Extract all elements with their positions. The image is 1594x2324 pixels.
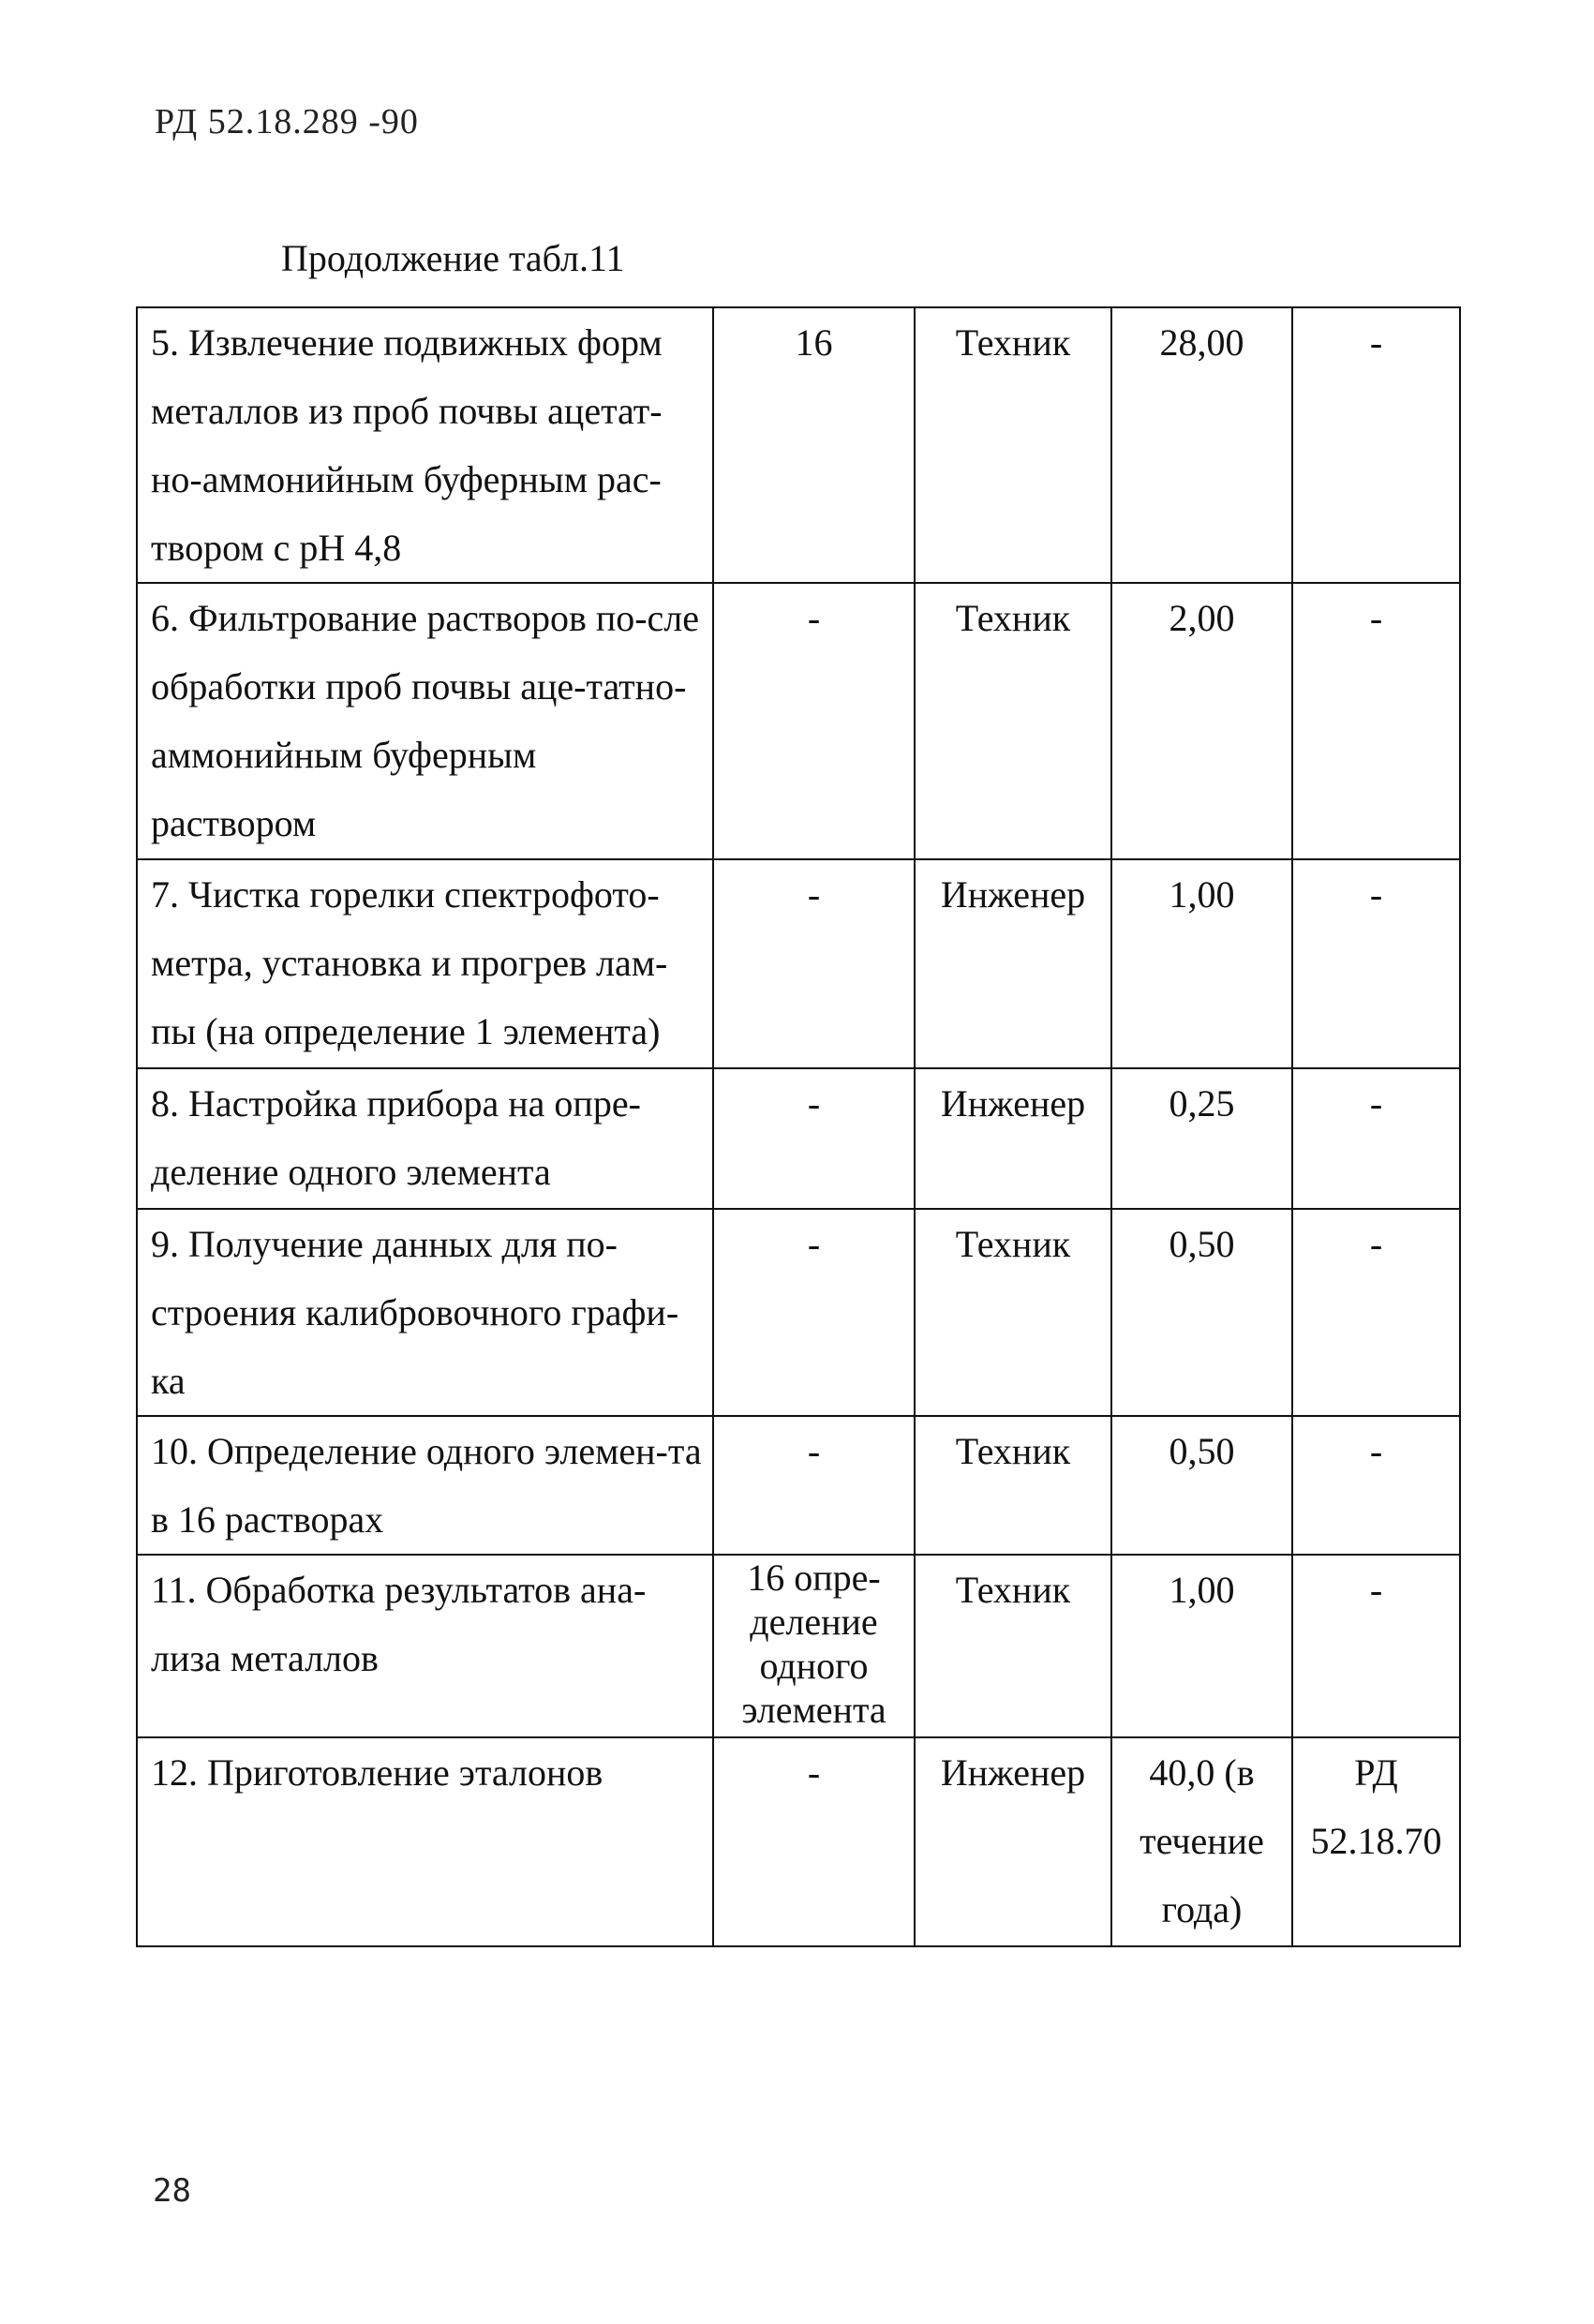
performer-cell: Техник — [915, 1416, 1111, 1555]
table-row — [137, 1737, 1460, 1946]
note-cell: - — [1292, 859, 1460, 1068]
table-row — [137, 859, 1460, 1068]
hours-cell: 1,00 — [1111, 1555, 1292, 1737]
hours-cell: 0,25 — [1111, 1068, 1292, 1209]
table-row — [137, 307, 1460, 583]
quantity-cell: - — [713, 1068, 915, 1209]
quantity-cell: - — [713, 583, 915, 859]
performer-cell: Техник — [915, 1555, 1111, 1737]
performer-cell: Инженер — [915, 1737, 1111, 1946]
performer-cell: Техник — [915, 1209, 1111, 1416]
quantity-cell: 16 опре-деление одного элемента — [713, 1555, 915, 1737]
quantity-cell: - — [713, 1416, 915, 1555]
hours-cell: 0,50 — [1111, 1209, 1292, 1416]
operation-cell: 12. Приготовление эталонов — [137, 1737, 713, 1946]
note-cell: - — [1292, 1068, 1460, 1209]
hours-cell: 40,0 (в течение года) — [1111, 1737, 1292, 1946]
operation-cell: 8. Настройка прибора на опре-деление одного элемента — [137, 1068, 713, 1209]
work-norms-table — [136, 306, 1461, 1947]
operation-cell: 7. Чистка горелки спектрофото-метра, установка и прогрев лам-пы (на определение 1 элемента) — [137, 859, 713, 1068]
performer-cell: Техник — [915, 583, 1111, 859]
operation-cell: 5. Извлечение подвижных форм металлов из проб почвы ацетат-но-аммонийным буферным рас-твором с рН 4,8 — [137, 307, 713, 583]
quantity-cell: - — [713, 859, 915, 1068]
table-row — [137, 1555, 1460, 1737]
note-cell: - — [1292, 307, 1460, 583]
hours-cell: 2,00 — [1111, 583, 1292, 859]
note-cell: - — [1292, 583, 1460, 859]
note-cell: РД 52.18.70 — [1292, 1737, 1460, 1946]
quantity-cell: - — [713, 1209, 915, 1416]
quantity-cell: - — [713, 1737, 915, 1946]
table-row — [137, 1209, 1460, 1416]
performer-cell: Техник — [915, 307, 1111, 583]
note-cell: - — [1292, 1209, 1460, 1416]
operation-cell: 9. Получение данных для по-строения калибровочного графи-ка — [137, 1209, 713, 1416]
hours-cell: 1,00 — [1111, 859, 1292, 1068]
table-row — [137, 1068, 1460, 1209]
operation-cell: 11. Обработка результатов ана-лиза металлов — [137, 1555, 713, 1737]
operation-cell: 10. Определение одного элемен-та в 16 растворах — [137, 1416, 713, 1555]
performer-cell: Инженер — [915, 859, 1111, 1068]
page-number: 28 — [153, 2172, 191, 2210]
performer-cell: Инженер — [915, 1068, 1111, 1209]
quantity-cell: 16 — [713, 307, 915, 583]
hours-cell: 28,00 — [1111, 307, 1292, 583]
document-code: РД 52.18.289 -90 — [155, 102, 419, 142]
note-cell: - — [1292, 1555, 1460, 1737]
operation-cell: 6. Фильтрование растворов по-сле обработки проб почвы аце-татно-аммонийным буферным раствором — [137, 583, 713, 859]
note-cell: - — [1292, 1416, 1460, 1555]
table-row — [137, 1416, 1460, 1555]
hours-cell: 0,50 — [1111, 1416, 1292, 1555]
table-continuation-caption: Продолжение табл.11 — [281, 237, 625, 279]
table-row — [137, 583, 1460, 859]
